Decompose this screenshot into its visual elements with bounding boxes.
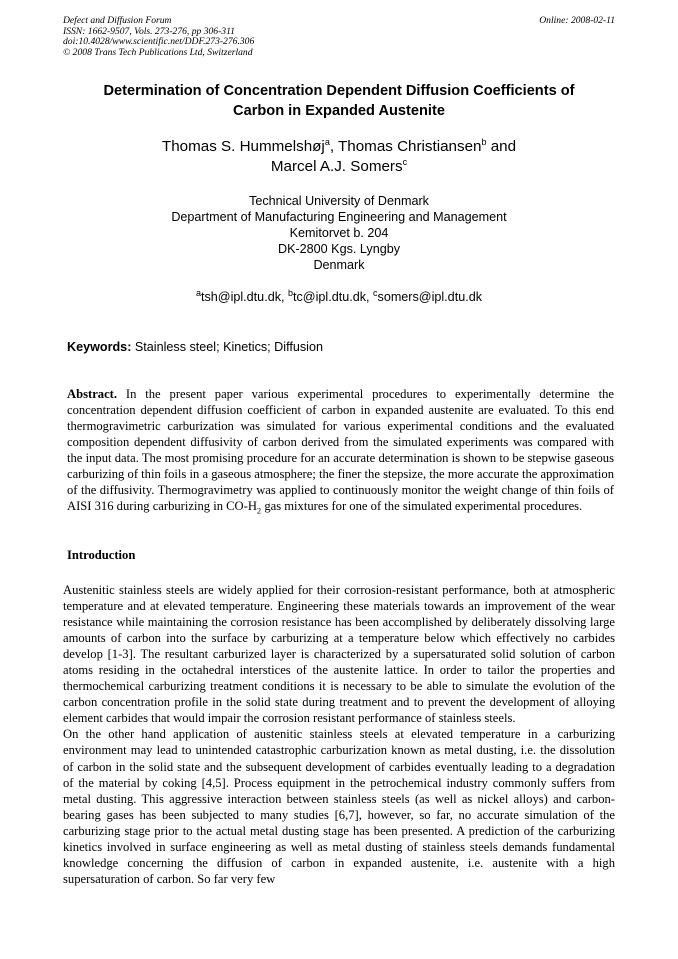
introduction-body <box>63 582 615 887</box>
online-date: Online: 2008-02-11 <box>539 15 615 26</box>
title-line-1: Determination of Concentration Dependent Diffusion Coefficients of <box>103 83 575 99</box>
author-3-affil: c <box>402 156 408 167</box>
author-2-affil: b <box>481 136 487 147</box>
keywords <box>67 339 323 355</box>
author-separator: , <box>329 138 338 155</box>
author-and: and <box>486 138 517 155</box>
author-emails: $^a$tsh@ipl.dtu.dk, $^b$tc@ipl.dtu.dk, $^c$somers@ipl.dtu.dk <box>195 287 482 304</box>
paragraph: Austenitic stainless steels are widely applied for their corrosion-resistant performance, both at atmospheric temperature and at elevated temperature. Engineering these materials towards an improvement of the wear resistance while maintaining the corrosion resistance has been accomplished by deliberately dissolving large amounts of carbon into the surface by carburizing at a temperature below which effectively no carbides develop [1-3]. The resultant carburized layer is characterized by a supersaturated solid solution of carbon atoms residing in the octahedral interstices of the austenite lattice. In order to tailor the properties and thermochemical carburizing treatment conditions it is necessary to be able to simulate the evolution of the carbon concentration profile in the solid state during treatment and to prevent the development of alloying element carbides that would impair the corrosion resistant performance of stainless steels. <box>63 583 615 726</box>
abstract-subscript: 2 <box>256 505 262 516</box>
journal-header <box>63 16 254 58</box>
author-1-affil: a <box>324 136 330 147</box>
journal-name: Defect and Diffusion Forum <box>63 15 172 26</box>
title-line-2: Carbon in Expanded Austenite <box>233 103 445 119</box>
affiliation-line: Denmark <box>313 258 365 272</box>
email-a[interactable]: tsh@ipl.dtu.dk <box>201 290 281 304</box>
keywords-label: Keywords: <box>67 340 132 354</box>
section-heading-introduction: Introduction <box>67 548 136 562</box>
journal-issn: ISSN: 1662-9507, Vols. 273-276, pp 306-311 <box>63 25 235 37</box>
keywords-text: Stainless steel; Kinetics; Diffusion <box>131 340 323 354</box>
paper-title <box>63 81 615 121</box>
author-3: Marcel A.J. Somers <box>270 157 403 175</box>
email-c[interactable]: somers@ipl.dtu.dk <box>377 290 482 304</box>
paragraph: On the other hand application of austenitic stainless steels at elevated temperature in a carburizing environment may lead to unintended catastrophic carburization known as metal dusting, i.e. the dissolution of carbon in the solid state and the subsequent development of carbides eventually leading to a degradation of the material by coking [4,5]. Process equipment in the petrochemical industry commonly suffers from metal dusting. This aggressive interaction between stainless steels (as well as nickel alloys) and carbon-bearing gases has been subjected to many studies [6,7], however, so far, no accurate simulation of the carburizing stage prior to the actual metal dusting stage has been presented. A prediction of the carburizing kinetics involved in surface engineering as well as metal dusting of stainless steels demands fundamental knowledge concerning the diffusion of carbon in expanded austenite, i.e. austenite with a high supersaturation of carbon. So far very few <box>63 727 615 886</box>
abstract-text: In the present paper various experimental procedures to experimentally determine the concentration dependent diffusion coefficient of carbon in expanded austenite are evaluated. To this end thermogravimetric carburization was simulated for various experimental conditions and the evaluated composition dependent diffusivity of carbon derived from the simulated experiments was compared with the input data. The most promising procedure for an accurate determination is shown to be stepwise gaseous carburizing of thin foils in a gaseous atmosphere; the finer the stepsize, the more accurate the approximation of the diffusivity. Thermogravimetry was applied to continuously monitor the weight change of thin foils of AISI 316 during carburizing in CO-H <box>67 387 614 514</box>
affiliation-line: DK-2800 Kgs. Lyngby <box>277 242 401 256</box>
abstract-tail: gas mixtures for one of the simulated experimental procedures. <box>261 499 583 514</box>
abstract-label: Abstract. <box>67 387 118 401</box>
abstract <box>67 386 614 514</box>
journal-doi: doi:10.4028/www.scientific.net/DDF.273-276.306 <box>63 36 255 48</box>
affiliation <box>63 193 615 273</box>
affiliation-line: Technical University of Denmark <box>249 194 429 208</box>
affiliation-line: Kemitorvet b. 204 <box>289 226 389 240</box>
affiliation-line: Department of Manufacturing Engineering and Management <box>171 210 507 224</box>
author-list <box>63 137 615 176</box>
author-1: Thomas S. Hummelshøj <box>161 138 325 155</box>
author-2: Thomas Christiansen <box>338 138 482 155</box>
email-b[interactable]: tc@ipl.dtu.dk <box>293 290 367 304</box>
journal-copyright: © 2008 Trans Tech Publications Ltd, Switzerland <box>63 46 253 58</box>
